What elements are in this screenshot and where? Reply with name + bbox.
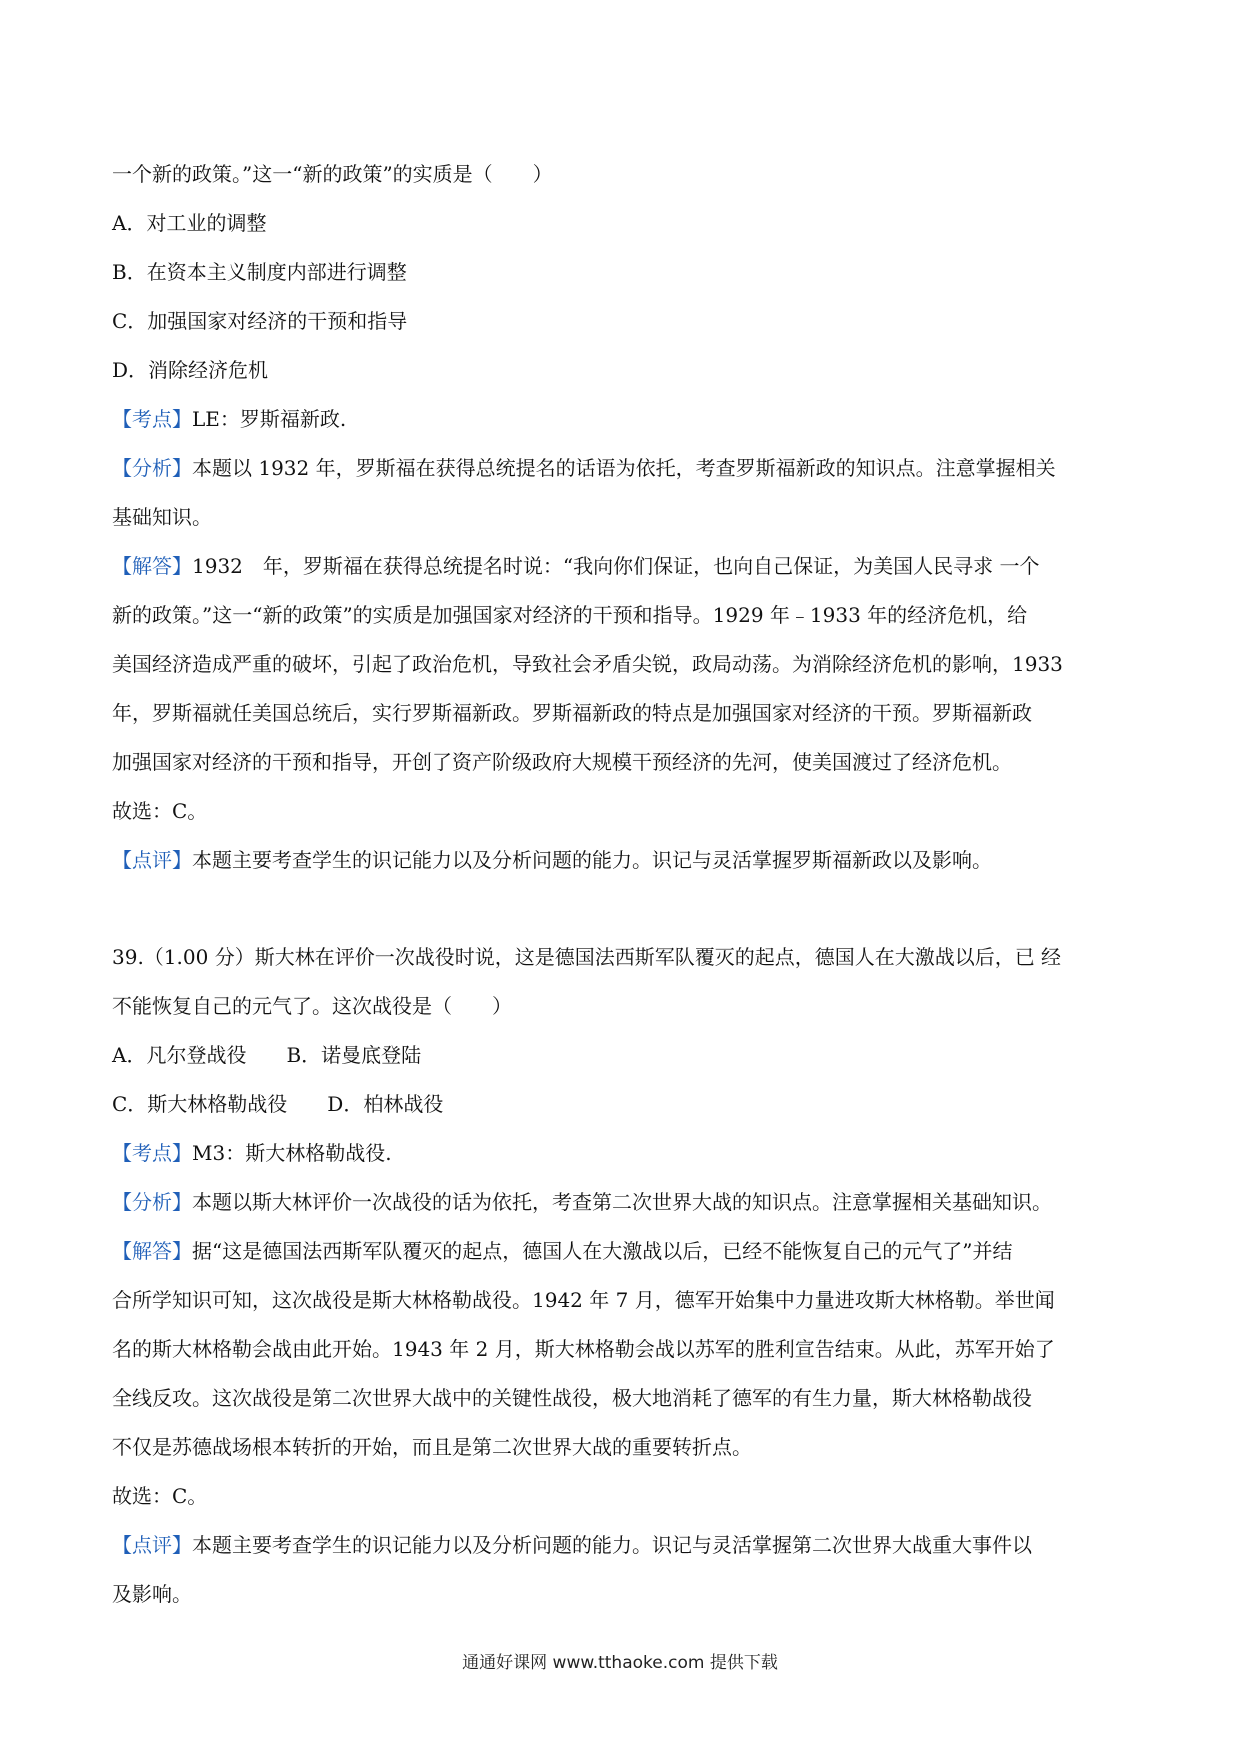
q38-jieda-cont: 新的政策。”这一“新的政策”的实质是加强国家对经济的干预和指导。1929 年﹣1933 年的经济危机，给 (112, 603, 1028, 627)
q38-kaodian (112, 395, 1132, 444)
q39-stem: 39.（1.00 分）斯大林在评价一次战役时说，这是德国法西斯军队覆灭的起点，德国人在大激战以后，已 经 (112, 945, 1062, 969)
q38-option-a: A．对工业的调整 (112, 211, 267, 235)
q38-option-c: C．加强国家对经济的干预和指导 (112, 309, 408, 333)
kaodian-text: M3：斯大林格勒战役. (192, 1141, 392, 1165)
q38-jieda-cont: 年，罗斯福就任美国总统后，实行罗斯福新政。罗斯福新政的特点是加强国家对经济的干预。罗斯福新政 (112, 701, 1032, 725)
q39-options-ab: A．凡尔登战役 B．诺曼底登陆 (112, 1043, 422, 1067)
q38-dianping (112, 836, 1132, 885)
q39-stem-cont: 不能恢复自己的元气了。这次战役是（ ） (112, 994, 512, 1018)
jieda-text-line: 1932 年，罗斯福在获得总统提名时说：“我向你们保证，也向自己保证，为美国人民寻求 一个 (192, 554, 1040, 578)
fenxi-text-line: 本题以 1932 年，罗斯福在获得总统提名的话语为依托，考查罗斯福新政的知识点。注意掌握相关 (192, 456, 1056, 480)
page-footer: 通通好课网 www.tthaoke.com 提供下载 (462, 1653, 778, 1673)
q39-options-cd: C．斯大林格勒战役 D．柏林战役 (112, 1092, 444, 1116)
jieda-tag: 【解答】 (112, 554, 192, 578)
q39-dianping (112, 1521, 1132, 1570)
dianping-tag: 【点评】 (112, 848, 192, 872)
q38-stem-tail: 一个新的政策。”这一“新的政策”的实质是（ ） (112, 162, 553, 186)
fenxi-tag: 【分析】 (112, 1190, 192, 1214)
q39-dianping-cont: 及影响。 (112, 1582, 192, 1606)
dianping-tag: 【点评】 (112, 1533, 192, 1557)
q39-jieda-cont: 名的斯大林格勒会战由此开始。1943 年 2 月，斯大林格勒会战以苏军的胜利宣告结束。从此，苏军开始了 (112, 1337, 1055, 1361)
kaodian-tag: 【考点】 (112, 1141, 192, 1165)
q38-jieda (112, 542, 1132, 591)
q38-jieda-cont: 加强国家对经济的干预和指导，开创了资产阶级政府大规模干预经济的先河，使美国渡过了经济危机。 (112, 750, 1012, 774)
q39-kaodian (112, 1129, 1132, 1178)
jieda-tag: 【解答】 (112, 1239, 192, 1263)
q38-option-b: B．在资本主义制度内部进行调整 (112, 260, 407, 284)
q39-jieda-cont: 合所学知识可知，这次战役是斯大林格勒战役。1942 年 7 月，德军开始集中力量进攻斯大林格勒。举世闻 (112, 1288, 1055, 1312)
document-body (112, 150, 1132, 1619)
fenxi-tag: 【分析】 (112, 456, 192, 480)
jieda-text-line: 据“这是德国法西斯军队覆灭的起点，德国人在大激战以后，已经不能恢复自己的元气了”并结 (192, 1239, 1013, 1263)
q38-fenxi-cont: 基础知识。 (112, 505, 212, 529)
q39-fenxi (112, 1178, 1132, 1227)
kaodian-text: LE：罗斯福新政. (192, 407, 347, 431)
kaodian-tag: 【考点】 (112, 407, 192, 431)
section-gap (112, 885, 1132, 933)
dianping-text: 本题主要考查学生的识记能力以及分析问题的能力。识记与灵活掌握罗斯福新政以及影响。 (192, 848, 992, 872)
q38-jieda-cont: 美国经济造成严重的破坏，引起了政治危机，导致社会矛盾尖锐，政局动荡。为消除经济危机的影响，1933 (112, 652, 1063, 676)
q39-jieda (112, 1227, 1132, 1276)
dianping-text-line: 本题主要考查学生的识记能力以及分析问题的能力。识记与灵活掌握第二次世界大战重大事件以 (192, 1533, 1032, 1557)
q39-answer: 故选：C。 (112, 1484, 208, 1508)
q39-jieda-cont: 不仅是苏德战场根本转折的开始，而且是第二次世界大战的重要转折点。 (112, 1435, 752, 1459)
q39-jieda-cont: 全线反攻。这次战役是第二次世界大战中的关键性战役，极大地消耗了德军的有生力量，斯大林格勒战役 (112, 1386, 1032, 1410)
q38-option-d: D．消除经济危机 (112, 358, 269, 382)
q38-fenxi (112, 444, 1132, 493)
fenxi-text: 本题以斯大林评价一次战役的话为依托，考查第二次世界大战的知识点。注意掌握相关基础知识。 (192, 1190, 1052, 1214)
q38-answer: 故选：C。 (112, 799, 208, 823)
